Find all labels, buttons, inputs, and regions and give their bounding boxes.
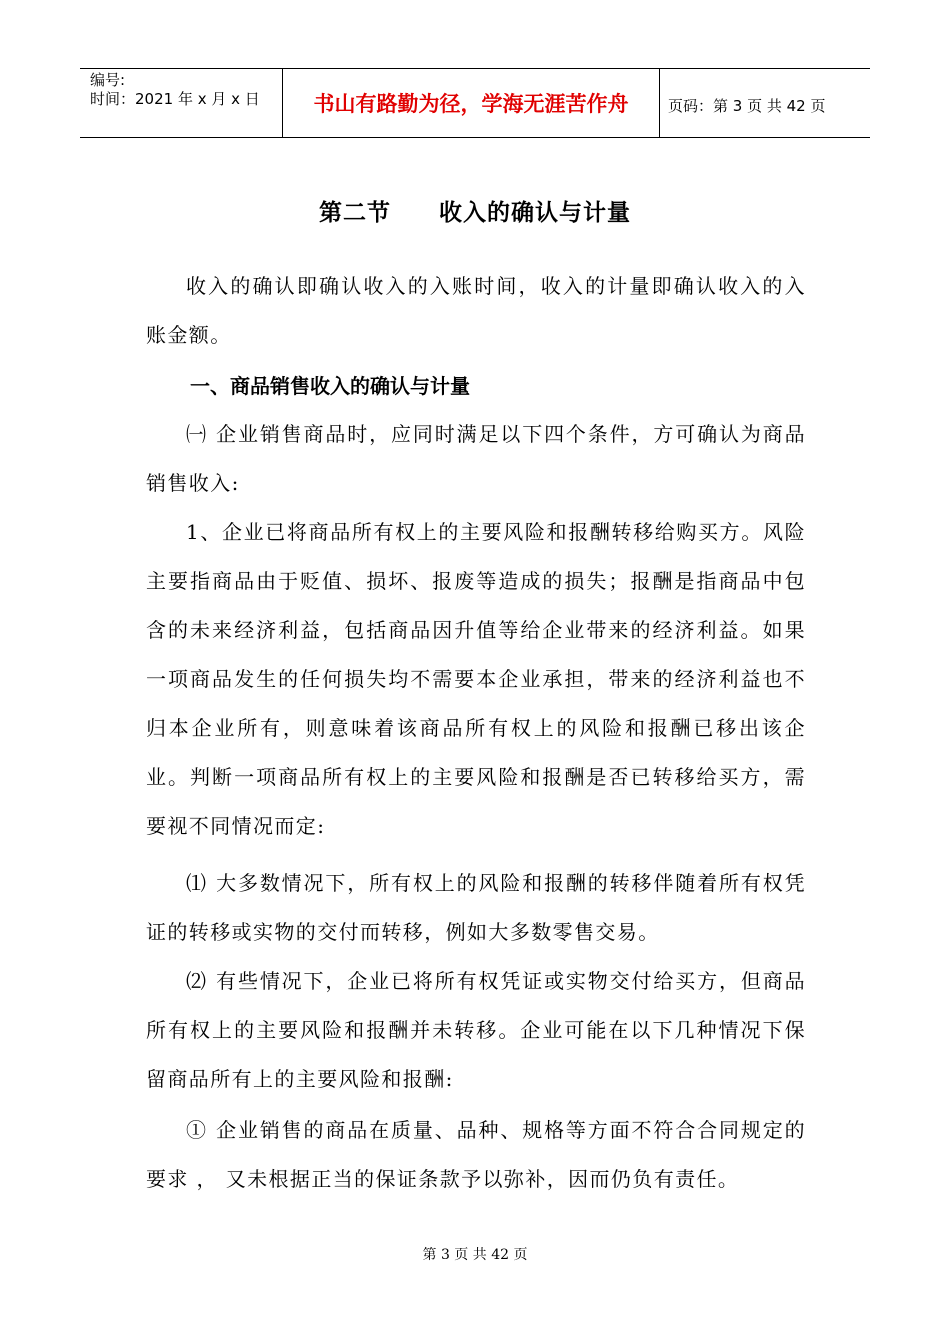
header-page-info: 页码：第 3 页 共 42 页 [668,97,826,115]
document-number-label: 编号: [90,71,126,89]
circumstance1-paragraph: ① 企业销售的商品在质量、品种、规格等方面不符合合同规定的要求 ， 又未根据正当的保证条款予以弥补，因而仍负有责任。 [146,1118,806,1191]
item1-paragraph: 1、企业已将商品所有权上的主要风险和报酬转移给购买方。风险主要指商品由于贬值、损坏、报废等造成的损失；报酬是指商品中包含的未来经济利益，包括商品因升值等给企业带来的经济利益。如果一项商品发生的任何损失均不需要本企业承担，带来的经济利益也不归本企业所有，则意味着该商品所有权上的风险和报酬已移出该企业。判断一项商品所有权上的主要风险和报酬是否已转移给买方，需要视不同情况而定: [146,520,806,838]
case2-paragraph: ⑵ 有些情况下，企业已将所有权凭证或实物交付给买方，但商品所有权上的主要风险和报酬并未转移。企业可能在以下几种情况下保留商品所有上的主要风险和报酬: [146,969,806,1091]
document-header [80,68,870,138]
header-motto-cell [283,69,660,137]
header-meta-cell [80,69,283,137]
intro-paragraph: 收入的确认即确认收入的入账时间，收入的计量即确认收入的入账金额。 [146,274,806,347]
section-title: 第二节 收入的确认与计量 [319,200,631,226]
page-footer: 第 3 页 共 42 页 [422,1247,528,1263]
conditions-paragraph: ㈠ 企业销售商品时，应同时满足以下四个条件，方可确认为商品销售收入: [146,422,806,495]
header-page-cell [660,69,870,137]
heading-sales-revenue: 一、商品销售收入的确认与计量 [190,374,470,398]
header-motto: 书山有路勤为径，学海无涯苦作舟 [313,92,629,116]
document-date: 时间：2021 年 x 月 x 日 [90,90,260,108]
case1-paragraph: ⑴ 大多数情况下，所有权上的风险和报酬的转移伴随着所有权凭证的转移或实物的交付而转移，例如大多数零售交易。 [146,871,806,944]
